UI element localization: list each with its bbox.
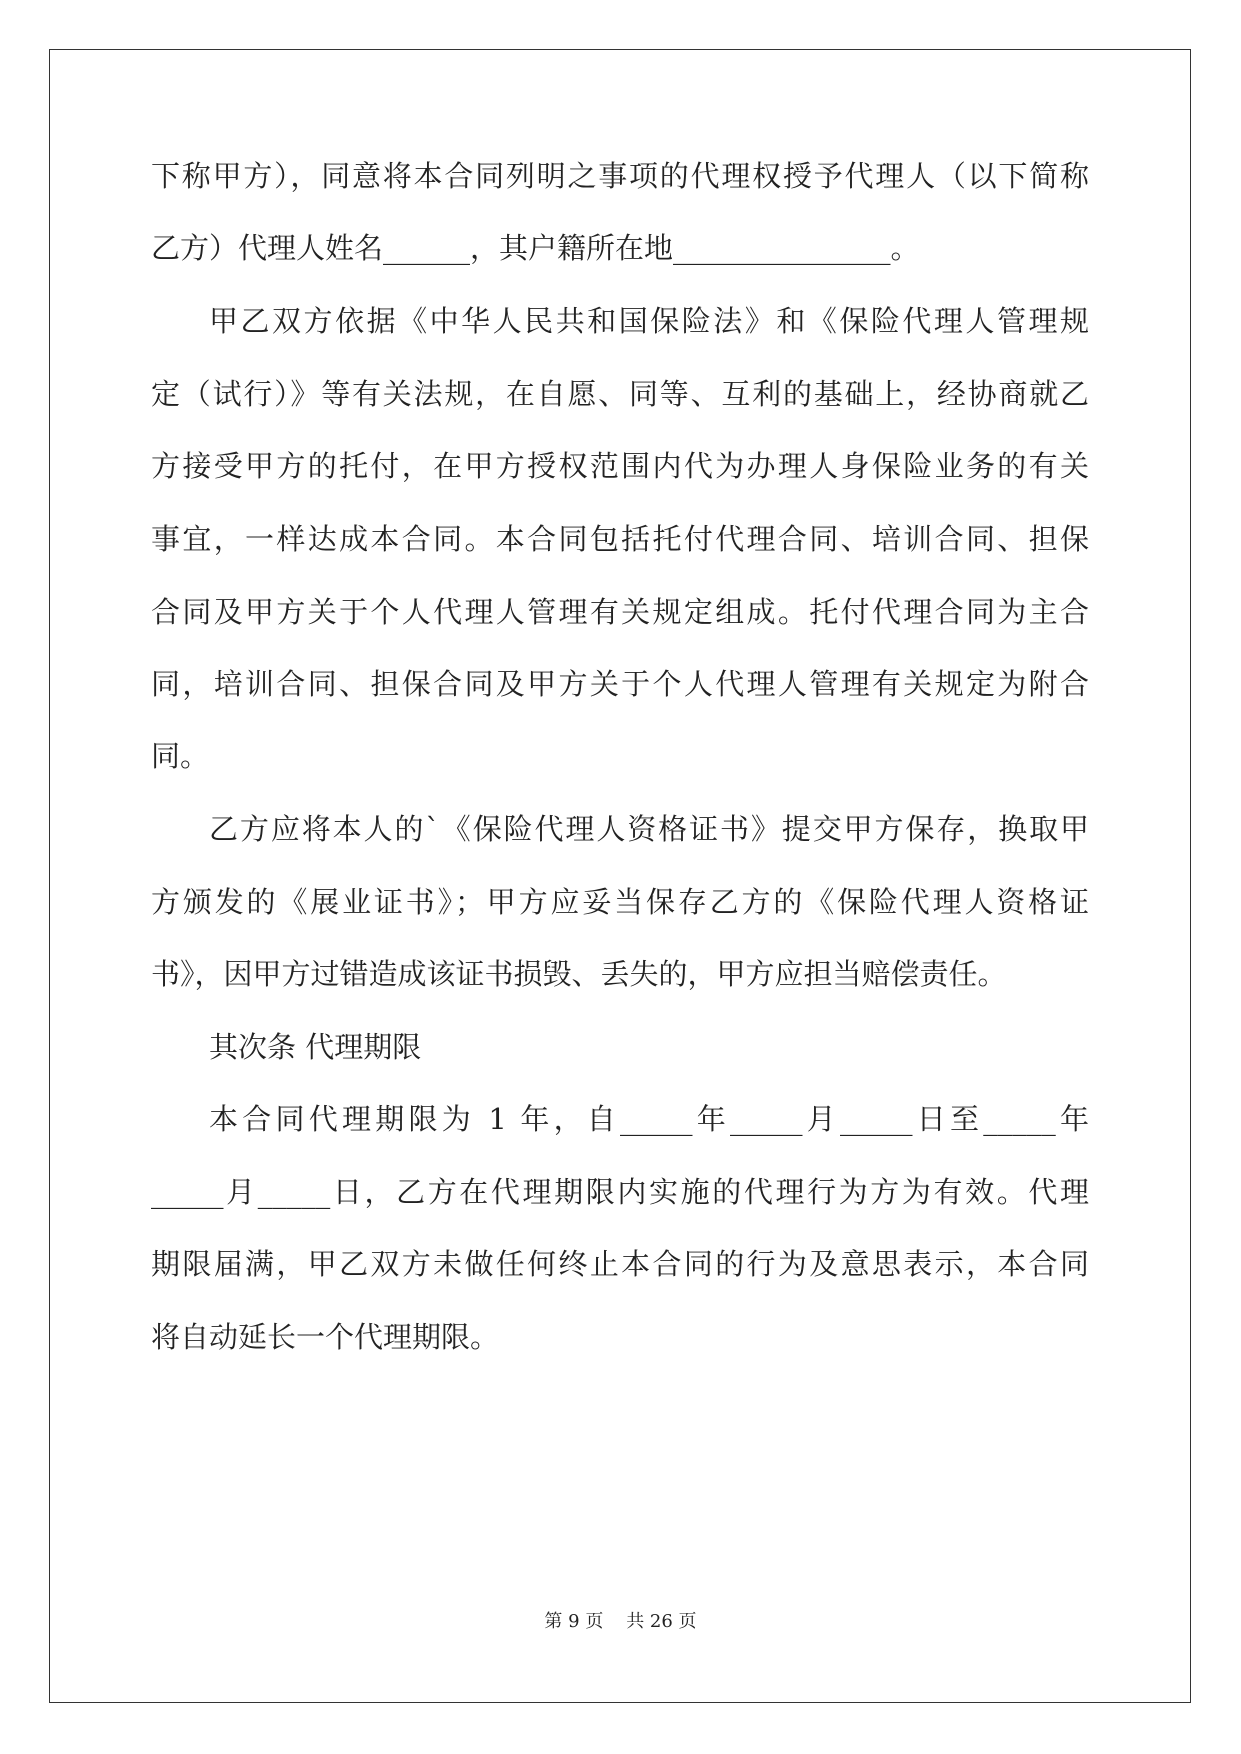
text-line: 定（试行）》等有关法规，在自愿、同等、互利的基础上，经协商就乙 bbox=[151, 377, 1089, 411]
text-line: 书》，因甲方过错造成该证书损毁、丢失的，甲方应担当赔偿责任。 bbox=[151, 957, 1007, 991]
text-line: 方颁发的《展业证书》；甲方应妥当保存乙方的《保险代理人资格证 bbox=[151, 885, 1089, 919]
paragraph-start-line: 本合同代理期限为 1 年，自_____年_____月_____日至_____年 bbox=[209, 1102, 1089, 1136]
text-line: 同。 bbox=[151, 739, 210, 773]
paragraph-start-line: 乙方应将本人的`《保险代理人资格证书》提交甲方保存，换取甲 bbox=[209, 812, 1089, 846]
text-line: 期限届满，甲乙双方未做任何终止本合同的行为及意思表示，本合同 bbox=[151, 1247, 1089, 1281]
text-line: 事宜，一样达成本合同。本合同包括托付代理合同、培训合同、担保 bbox=[151, 522, 1089, 556]
text-line: 方接受甲方的托付，在甲方授权范围内代为办理人身保险业务的有关 bbox=[151, 449, 1089, 483]
page-border bbox=[49, 49, 1191, 1703]
text-line: 同，培训合同、担保合同及甲方关于个人代理人管理有关规定为附合 bbox=[151, 667, 1089, 701]
text-line: 乙方）代理人姓名______，其户籍所在地_______________。 bbox=[151, 231, 920, 265]
text-line: _____月_____日，乙方在代理期限内实施的代理行为方为有效。代理 bbox=[151, 1175, 1089, 1209]
text-line: 下称甲方），同意将本合同列明之事项的代理权授予代理人（以下简称 bbox=[151, 159, 1089, 193]
text-line: 将自动延长一个代理期限。 bbox=[151, 1320, 500, 1354]
paragraph-start-line: 甲乙双方依据《中华人民共和国保险法》和《保险代理人管理规 bbox=[209, 304, 1089, 338]
text-line: 合同及甲方关于个人代理人管理有关规定组成。托付代理合同为主合 bbox=[151, 595, 1089, 629]
section-heading: 其次条 代理期限 bbox=[209, 1030, 422, 1064]
page-number: 第 9 页 共 26 页 bbox=[544, 1611, 697, 1632]
